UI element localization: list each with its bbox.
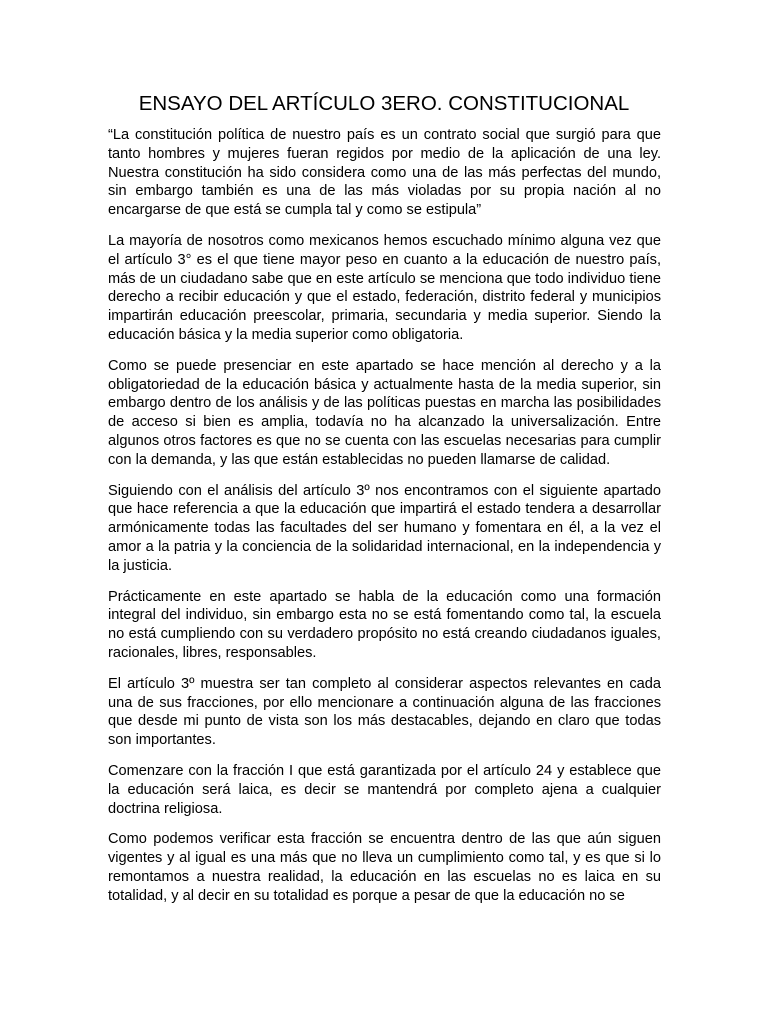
paragraph: Como se puede presenciar en este apartado se hace mención al derecho y a la obligatoriedad de la educación básica y actualmente hasta de la media superior, sin embargo dentro de los análisis y de las políticas puestas en marcha las posibilidades de acceso si bien es amplia, todavía no ha alcanzado la universalización. Entre algunos otros factores es que no se cuenta con las escuelas necesarias para cumplir con la demanda, y las que están establecidas no pueden llamarse de calidad.	[108, 357, 661, 468]
paragraph: El artículo 3º muestra ser tan completo al considerar aspectos relevantes en cada una de sus fracciones, por ello mencionare a continuación alguna de las fracciones que desde mi punto de vista son los más destacables, dejando en claro que todas son importantes.	[108, 675, 661, 749]
page-title: ENSAYO DEL ARTÍCULO 3ERO. CONSTITUCIONAL	[138, 92, 630, 115]
paragraph: Siguiendo con el análisis del artículo 3º nos encontramos con el siguiente apartado que hace referencia a que la educación que impartirá el estado tendera a desarrollar armónicamente todas las facultades del ser humano y fomentara en él, a la vez el amor a la patria y la conciencia de la solidaridad internacional, en la independencia y la justicia.	[108, 482, 661, 574]
paragraph: Como podemos verificar esta fracción se encuentra dentro de las que aún siguen vigentes y al igual es una más que no lleva un cumplimiento como tal, y es que si lo remontamos a nuestra realidad, la educación en las escuelas no es laica en su totalidad, y al decir en su totalidad es porque a pesar de que la educación no se	[108, 831, 661, 904]
paragraph-intro-quote: “La constitución política de nuestro país es un contrato social que surgió para que tanto hombres y mujeres fueran regidos por medio de la aplicación de una ley. Nuestra constitución ha sido considera como una de las más perfectas del mundo, sin embargo también es una de las más violadas por su propia nación al no encargarse de que está se cumpla tal y como se estipula”	[108, 127, 661, 219]
paragraph: Comenzare con la fracción I que está garantizada por el artículo 24 y establece que la educación será laica, es decir se mantendrá por completo ajena a cualquier doctrina religiosa.	[108, 762, 661, 817]
document-body	[108, 126, 661, 917]
paragraph: La mayoría de nosotros como mexicanos hemos escuchado mínimo alguna vez que el artículo 3° es el que tiene mayor peso en cuanto a la educación de nuestro país, más de un ciudadano sabe que en este artículo se menciona que todo individuo tiene derecho a recibir educación y que el estado, federación, distrito federal y municipios impartirán educación preescolar, primaria, secundaria y media superior. Siendo la educación básica y la media superior como obligatoria.	[108, 232, 661, 343]
paragraph: Prácticamente en este apartado se habla de la educación como una formación integral del individuo, sin embargo esta no se está fomentando como tal, la escuela no está cumpliendo con su verdadero propósito no está creando ciudadanos iguales, racionales, libres, responsables.	[108, 588, 661, 661]
